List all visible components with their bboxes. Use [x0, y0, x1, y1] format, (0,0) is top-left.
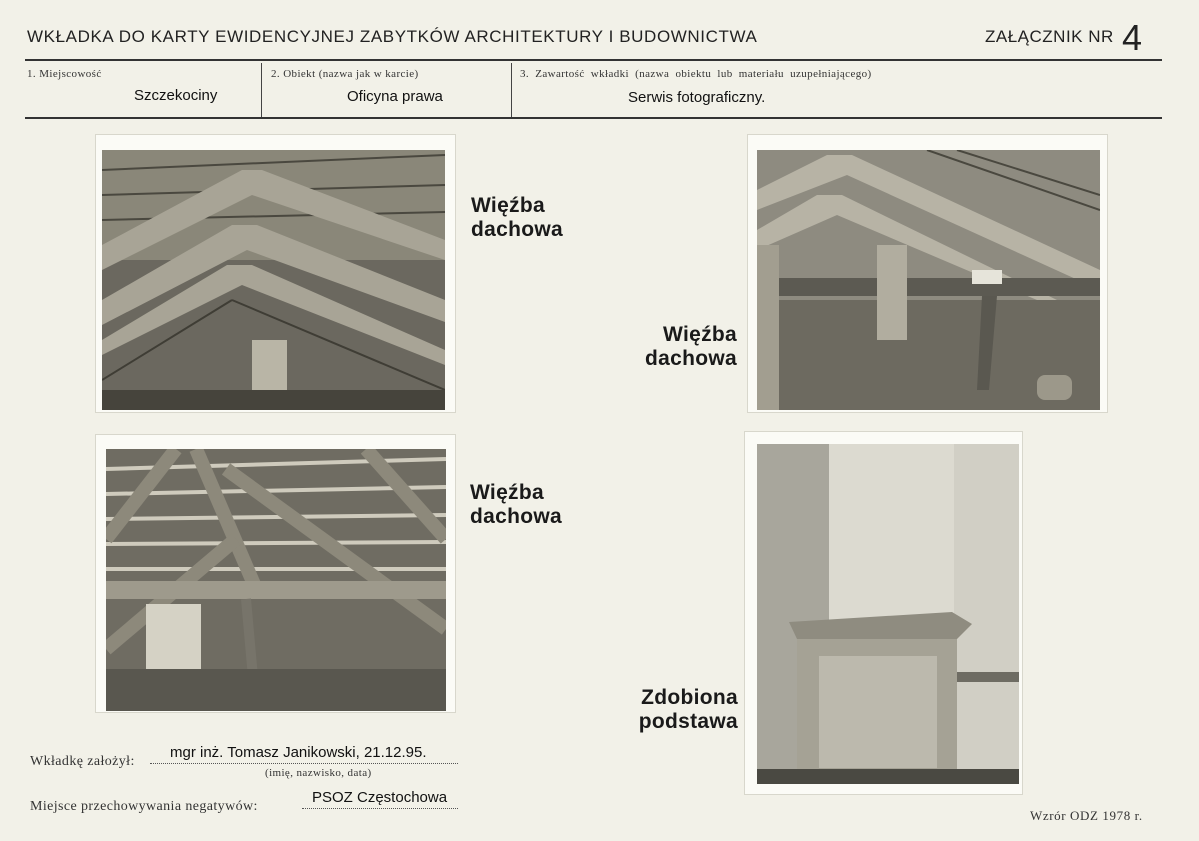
content-label: 3. Zawartość wkładki (nazwa obiektu lub materiału uzupełniającego)	[520, 68, 872, 80]
header-rule	[25, 59, 1162, 61]
form-title: WKŁADKA DO KARTY EWIDENCYJNEJ ZABYTKÓW ARCHITEKTURY I BUDOWNICTWA	[27, 27, 758, 46]
photo-roof-truss-2	[748, 135, 1107, 412]
founded-hint: (imię, nazwisko, data)	[265, 767, 372, 779]
content-value: Serwis fotograficzny.	[628, 89, 766, 106]
roof-truss-2-image	[757, 150, 1100, 410]
locality-label: 1. Miejscowość	[27, 68, 102, 80]
photo-decorated-base	[745, 432, 1022, 794]
field-divider-2	[511, 63, 512, 117]
negatives-underline	[302, 807, 458, 809]
roof-truss-1-image	[102, 150, 445, 410]
founded-underline	[150, 762, 458, 764]
object-label: 2. Obiekt (nazwa jak w karcie)	[271, 68, 419, 80]
negatives-value: PSOZ Częstochowa	[312, 789, 448, 806]
caption-3-line-1: Więźba	[470, 481, 544, 504]
caption-photo-3	[470, 481, 562, 529]
photo-roof-truss-1	[96, 135, 455, 412]
decorated-base-image	[757, 444, 1019, 784]
locality-value: Szczekociny	[134, 87, 218, 104]
caption-photo-4	[632, 686, 738, 734]
roof-truss-3-image	[106, 449, 446, 711]
caption-3-line-2: dachowa	[470, 505, 562, 528]
founded-value: mgr inż. Tomasz Janikowski, 21.12.95.	[170, 744, 427, 761]
caption-1-line-1: Więźba	[471, 194, 545, 217]
caption-2-line-2: dachowa	[645, 347, 737, 370]
object-value: Oficyna prawa	[347, 88, 443, 105]
annex-number: 4	[1122, 17, 1143, 58]
form-pattern-note: Wzrór ODZ 1978 r.	[1030, 808, 1143, 823]
caption-1-line-2: dachowa	[471, 218, 563, 241]
annex-label: ZAŁĄCZNIK NR	[985, 27, 1114, 46]
fields-rule	[25, 117, 1162, 119]
caption-2-line-1: Więźba	[663, 323, 737, 346]
field-divider-1	[261, 63, 262, 117]
caption-4-line-2: podstawa	[638, 710, 738, 733]
caption-photo-1	[471, 194, 563, 242]
negatives-label: Miejsce przechowywania negatywów:	[30, 799, 258, 814]
caption-4-line-1: Zdobiona	[641, 686, 738, 709]
founded-label: Wkładkę założył:	[30, 754, 135, 769]
photo-roof-truss-3	[96, 435, 455, 712]
caption-photo-2	[640, 323, 737, 371]
